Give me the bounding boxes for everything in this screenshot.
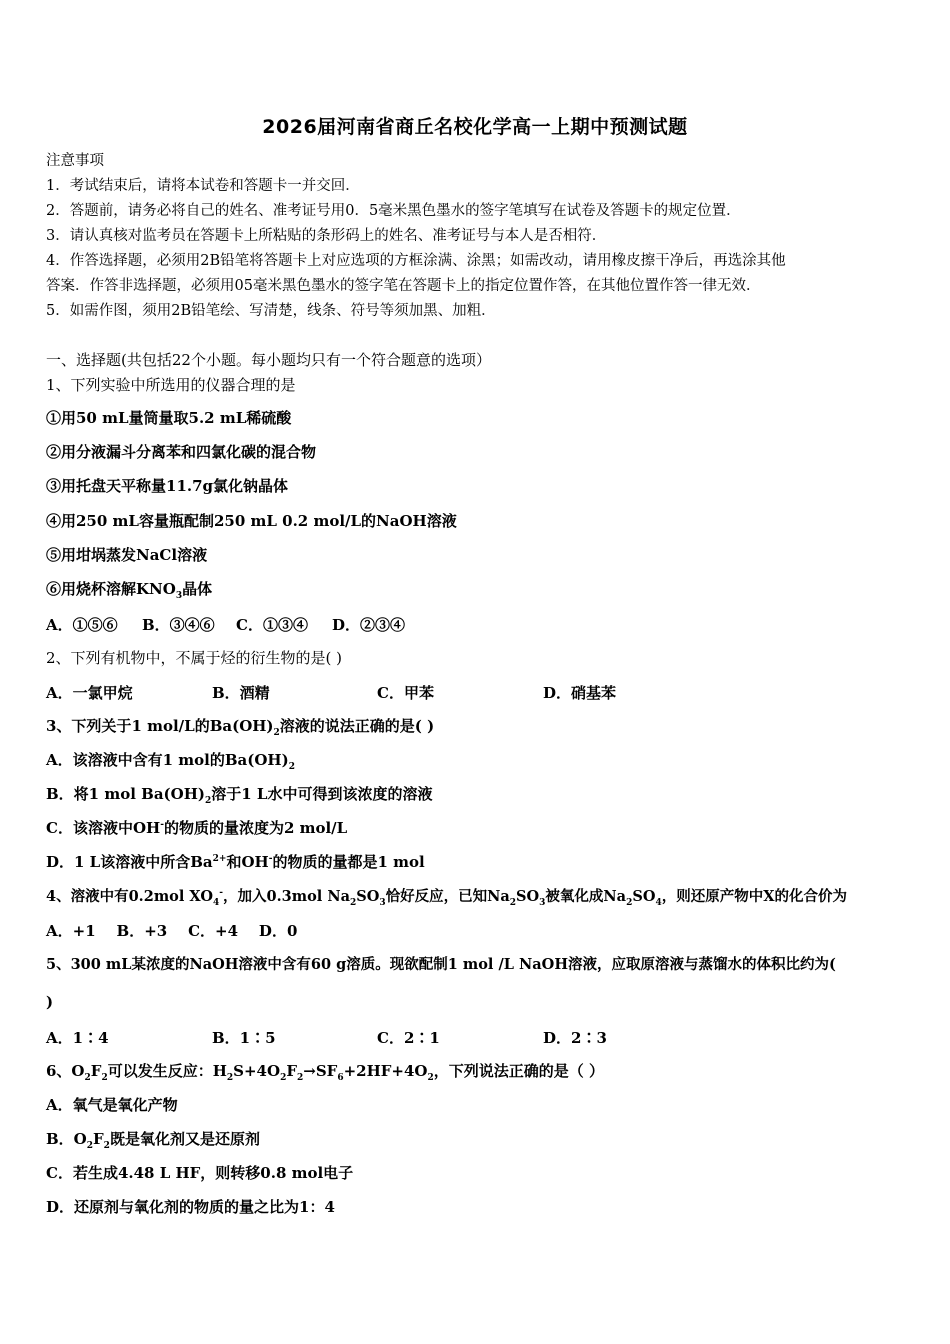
q1-option-c[interactable]: C．①③④ — [236, 616, 308, 634]
q2-option-d[interactable]: D．硝基苯 — [543, 684, 617, 702]
question-4-stem: 4、溶液中有0.2mol $XO_4^-$，加入0.3mol $Na_2SO_3$恰好反应，已知$Na_2SO_3$被氧化成$Na_2SO_4$，则还原产物中X的化合价为 — [46, 888, 847, 908]
question-1-stem: 1、下列实验中所选用的仪器合理的是 — [46, 376, 296, 394]
q3-option-c[interactable]: C．该溶液中OH-的物质的量浓度为2 mol/L — [46, 819, 348, 837]
question-3-stem: 3、下列关于1 mol/L的$Ba(OH)_2$溶液的说法正确的是( ) — [46, 717, 435, 738]
page-title: 2026届河南省商丘名校化学高一上期中预测试题 — [262, 116, 688, 138]
q1-item-6: ⑥用烧杯溶解$KNO_3$晶体 — [46, 580, 213, 601]
q6-option-c[interactable]: C．若生成4.48 L HF，则转移0.8 mol电子 — [46, 1164, 354, 1182]
q1-option-a[interactable]: A．①⑤⑥ — [46, 616, 118, 634]
q1-option-d[interactable]: D．②③④ — [332, 616, 406, 634]
notice-heading: 注意事项 — [46, 153, 104, 169]
q5-option-a[interactable]: A．1∶4 — [46, 1029, 109, 1047]
question-5-stem: 5、300 mL某浓度的NaOH溶液中含有60 g溶质。现欲配制1 mol /L NaOH溶液，应取原溶液与蒸馏水的体积比约为( — [46, 956, 836, 973]
notice-line: 答案．作答非选择题，必须用05毫米黑色墨水的签字笔在答题卡上的指定位置作答，在其他位置作答一律无效． — [46, 278, 761, 294]
q2-option-a[interactable]: A．一氯甲烷 — [46, 684, 133, 702]
notice-line: 3．请认真核对监考员在答题卡上所粘贴的条形码上的姓名、准考证号与本人是否相符． — [46, 228, 607, 244]
notice-line: 1．考试结束后，请将本试卷和答题卡一并交回． — [46, 178, 360, 194]
q1-item-3: ③用托盘天平称量11.7g氯化钠晶体 — [46, 477, 289, 495]
q6-option-a[interactable]: A．氧气是氧化产物 — [46, 1096, 178, 1114]
q2-option-b[interactable]: B．酒精 — [212, 684, 270, 702]
q2-options — [46, 682, 926, 702]
q1-option-b[interactable]: B．③④⑥ — [142, 616, 215, 634]
q1-options — [46, 614, 926, 634]
q5-options — [46, 1027, 926, 1047]
q1-item-1: ①用50 mL量筒量取5.2 mL稀硫酸 — [46, 409, 292, 427]
notice-line: 4．作答选择题，必须用2B铅笔将答题卡上对应选项的方框涂满、涂黑；如需改动，请用橡皮擦干净后，再选涂其他 — [46, 253, 786, 269]
q3-option-b[interactable]: B．将1 mol $Ba(OH)_2$溶于1 L水中可得到该浓度的溶液 — [46, 785, 433, 806]
question-2-stem: 2、下列有机物中，不属于烃的衍生物的是( ) — [46, 649, 343, 667]
q6-option-b[interactable]: B．$O_2F_2$既是氧化剂又是还原剂 — [46, 1130, 260, 1151]
q1-item-4: ④用250 mL容量瓶配制250 mL 0.2 mol/L的NaOH溶液 — [46, 512, 457, 530]
question-5-stem-cont: ) — [46, 993, 54, 1011]
q6-option-d[interactable]: D．还原剂与氧化剂的物质的量之比为1：4 — [46, 1198, 335, 1216]
q2-option-c[interactable]: C．甲苯 — [377, 684, 434, 702]
question-6-stem: 6、$O_2F_2$可以发生反应：$H_2S+4O_2F_2\to SF_6+2HF+4O_2$，下列说法正确的是（ ） — [46, 1062, 604, 1083]
q3-option-a[interactable]: A．该溶液中含有1 mol的$Ba(OH)_2$ — [46, 751, 295, 772]
notice-line: 5．如需作图，须用2B铅笔绘、写清楚，线条、符号等须加黑、加粗． — [46, 303, 496, 319]
q3-option-d[interactable]: D．1 L该溶液中所含$Ba^{2+}$和OH-的物质的量都是1 mol — [46, 853, 425, 871]
q5-option-c[interactable]: C．2∶1 — [377, 1029, 440, 1047]
notice-line: 2．答题前，请务必将自己的姓名、准考证号用0．5毫米黑色墨水的签字笔填写在试卷及答题卡的规定位置． — [46, 203, 741, 219]
q5-option-b[interactable]: B．1∶5 — [212, 1029, 276, 1047]
section-heading: 一、选择题(共包括22个小题。每小题均只有一个符合题意的选项） — [46, 351, 491, 369]
q1-item-5: ⑤用坩埚蒸发NaCl溶液 — [46, 546, 208, 564]
q4-options[interactable]: A．+1 B．+3 C．+4 D．0 — [46, 922, 298, 940]
q5-option-d[interactable]: D．2∶3 — [543, 1029, 607, 1047]
q1-item-2: ②用分液漏斗分离苯和四氯化碳的混合物 — [46, 443, 317, 461]
